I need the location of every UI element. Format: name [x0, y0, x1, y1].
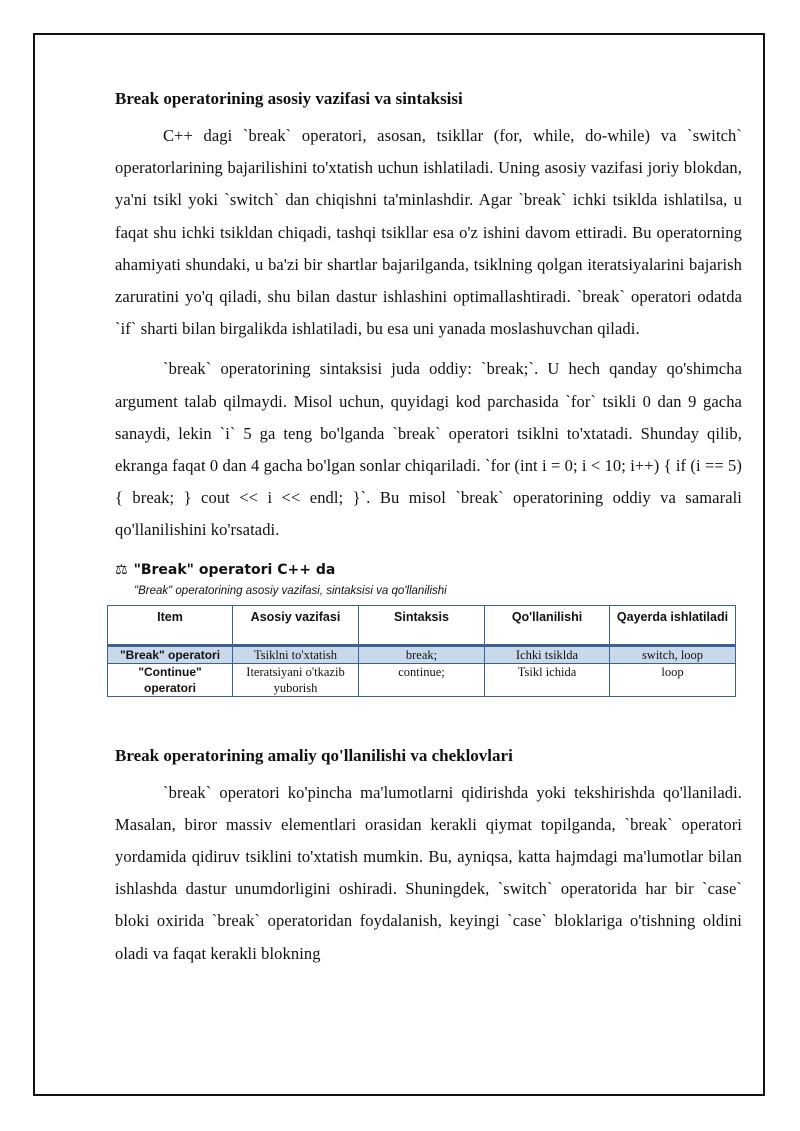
table-cell: break;	[359, 645, 485, 663]
comparison-table	[107, 605, 736, 697]
column-header: Item	[108, 605, 233, 645]
table-cell: switch, loop	[610, 645, 736, 663]
paragraph-practical: `break` operatori ko'pincha ma'lumotlarni qidirishda yoki tekshirishda qo'llaniladi. Masalan, biror massiv elementlari orasidan kerakli qiymat topilganda, `break` operatori yordamida qidiruv tsiklini to'xtatish mumkin. Bu, ayniqsa, katta hajmdagi ma'lumotlar bilan ishlashda dastur unumdorligini oshiradi. Shuningdek, `switch` operatorida har bir `case` bloki oxirida `break` operatoridan foydalanish, keyingi `case` bloklariga o'tishning oldini oladi va faqat kerakli blokning	[115, 782, 742, 963]
table-cell: continue;	[359, 663, 485, 696]
table-cell: loop	[610, 663, 736, 696]
table-title-text: "Break" operatori C++ da	[133, 561, 336, 578]
column-header: Sintaksis	[359, 605, 485, 645]
table-title	[115, 561, 742, 579]
column-header: Qayerda ishlatiladi	[610, 605, 736, 645]
table-cell: Ichki tsiklda	[485, 645, 610, 663]
scale-icon: ⚖	[115, 561, 128, 578]
column-header: Asosiy vazifasi	[233, 605, 359, 645]
table-cell: Tsiklni to'xtatish	[233, 645, 359, 663]
table-header-row	[108, 605, 736, 645]
table-cell: Tsikl ichida	[485, 663, 610, 696]
paragraph-syntax: `break` operatorining sintaksisi juda oddiy: `break;`. U hech qanday qo'shimcha argument talab qilmaydi. Misol uchun, quyidagi kod parchasida `for` tsikli 0 dan 9 gacha sanaydi, lekin `i` 5 ga teng bo'lganda `break` operatori tsiklni to'xtatadi. Shunday qilib, ekranga faqat 0 dan 4 gacha bo'lgan sonlar chiqariladi. `for (int i = 0; i < 10; i++) { if (i == 5) { break; } cout << i << endl; }`. Bu misol `break` operatorining oddiy va samarali qo'llanilishini ko'rsatadi.	[115, 359, 742, 540]
table-cell-item: "Continue" operatori	[108, 663, 233, 696]
section-heading-practical: Break operatorining amaliy qo'llanilishi va cheklovlari	[115, 745, 513, 765]
table-subtitle: "Break" operatorining asosiy vazifasi, sintaksisi va qo'llanilishi	[134, 584, 447, 597]
section-practical	[115, 745, 742, 970]
comparison-table-wrapper	[107, 605, 735, 697]
column-header: Qo'llanilishi	[485, 605, 610, 645]
section-heading-syntax: Break operatorining asosiy vazifasi va sintaksisi	[115, 89, 463, 108]
table-cell-item: "Break" operatori	[108, 645, 233, 663]
table-cell: Iteratsiyani o'tkazib yuborish	[233, 663, 359, 696]
table-row	[108, 663, 736, 696]
table-row	[108, 645, 736, 663]
paragraph-purpose: C++ dagi `break` operatori, asosan, tsikllar (for, while, do-while) va `switch` operatorlarining bajarilishini to'xtatish uchun ishlatiladi. Uning asosiy vazifasi joriy blokdan, ya'ni tsikl yoki `switch` dan chiqishni ta'minlashdir. Agar `break` ichki tsiklda ishlatilsa, u faqat shu ichki tsikldan chiqadi, tashqi tsikllar esa o'z ishini davom ettiradi. Bu operatorning ahamiyati shundaki, u ba'zi bir shartlar bajarilganda, tsiklning qolgan iteratsiyalarini bajarish zaruratini yo'q qiladi, shu bilan dastur ishlashini optimallashtiradi. `break` operatori odatda `if` sharti bilan birgalikda ishlatiladi, bu esa uni yanada moslashuvchan qiladi.	[115, 126, 742, 339]
document-body	[115, 88, 742, 978]
